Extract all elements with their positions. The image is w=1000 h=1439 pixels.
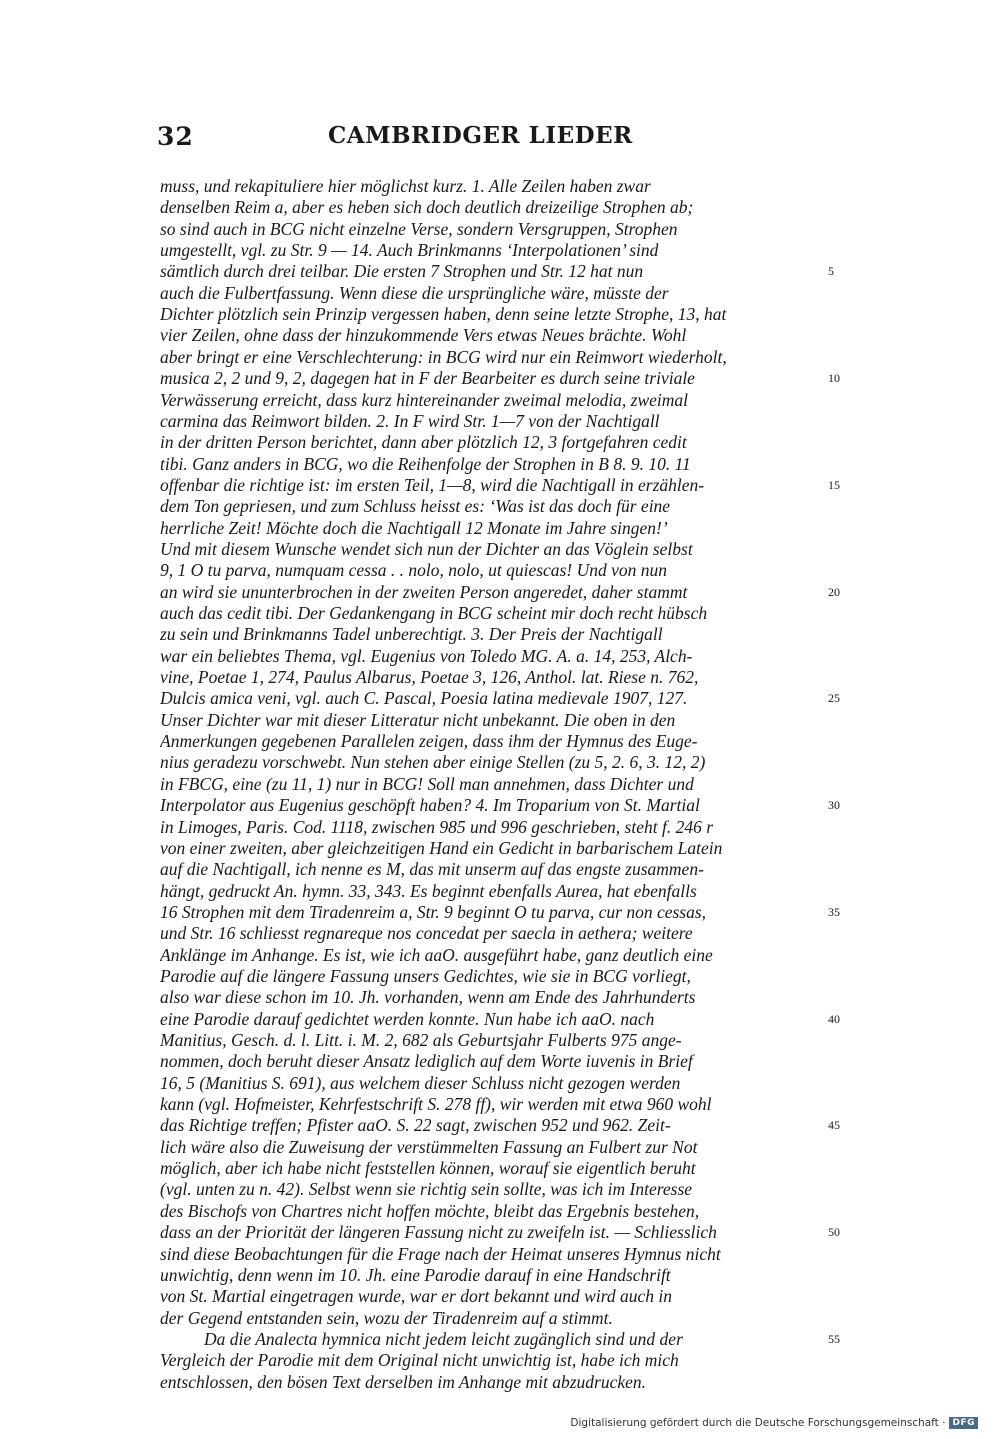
text-line: denselben Reim a, aber es heben sich doch deutlich dreizeilige Strophen ab; [160,197,694,217]
text-line: Dulcis amica veni, vgl. auch C. Pascal, Poesia latina medievale 1907, 127. [160,688,688,708]
text-line: unwichtig, denn wenn im 10. Jh. eine Parodie darauf in eine Handschrift [160,1265,671,1285]
text-line: in FBCG, eine (zu 11, 1) nur in BCG! Soll man annehmen, dass Dichter und [160,774,694,794]
text-line: auch das cedit tibi. Der Gedankengang in BCG scheint mir doch recht hübsch [160,603,708,623]
text-line: sind diese Beobachtungen für die Frage nach der Heimat unseres Hymnus nicht [160,1244,721,1264]
line-number: 15 [828,478,840,492]
text-line: tibi. Ganz anders in BCG, wo die Reihenfolge der Strophen in B 8. 9. 10. 11 [160,454,691,474]
text-line: vine, Poetae 1, 274, Paulus Albarus, Poetae 3, 126, Anthol. lat. Riese n. 762, [160,667,699,687]
text-line: Da die Analecta hymnica nicht jedem leicht zugänglich sind und der [204,1329,683,1349]
text-line: dass an der Priorität der längeren Fassung nicht zu zweifeln ist. — Schliesslich [160,1222,717,1242]
text-line: vier Zeilen, ohne dass der hinzukommende Vers etwas Neues brächte. Wohl [160,325,687,345]
line-number: 20 [828,585,840,599]
line-number: 5 [828,264,834,278]
text-line: (vgl. unten zu n. 42). Selbst wenn sie richtig sein sollte, was ich im Interesse [160,1179,693,1199]
running-head: CAMBRIDGER LIEDER [328,122,633,149]
text-line: in Limoges, Paris. Cod. 1118, zwischen 985 und 996 geschrieben, steht f. 246 r [160,817,714,837]
text-line: also war diese schon im 10. Jh. vorhanden, wenn am Ende des Jahrhunderts [160,987,696,1007]
text-line: möglich, aber ich habe nicht feststellen können, worauf sie eigentlich beruht [160,1158,696,1178]
text-line: Dichter plötzlich sein Prinzip vergessen haben, denn seine letzte Strophe, 13, hat [160,304,727,324]
text-line: Manitius, Gesch. d. l. Litt. i. M. 2, 682 als Geburtsjahr Fulberts 975 ange- [160,1030,682,1050]
text-line: an wird sie ununterbrochen in der zweiten Person angeredet, daher stammt [160,582,688,602]
page-number: 32 [157,122,194,151]
text-line: musica 2, 2 und 9, 2, dagegen hat in F der Bearbeiter es durch seine triviale [160,368,695,388]
text-line: muss, und rekapituliere hier möglichst kurz. 1. Alle Zeilen haben zwar [160,176,651,196]
text-line: Anmerkungen gegebenen Parallelen zeigen, dass ihm der Hymnus des Euge- [160,731,698,751]
text-line: Unser Dichter war mit dieser Litteratur nicht unbekannt. Die oben in den [160,710,676,730]
text-line: Und mit diesem Wunsche wendet sich nun der Dichter an das Vöglein selbst [160,539,693,559]
footer-credit-text: Digitalisierung gefördert durch die Deutsche Forschungsgemeinschaft · [570,1417,946,1429]
text-line: und Str. 16 schliesst regnareque nos concedat per saecla in aethera; weitere [160,923,693,943]
text-line: der Gegend entstanden sein, wozu der Tiradenreim auf a stimmt. [160,1308,613,1328]
text-line: herrliche Zeit! Möchte doch die Nachtigall 12 Monate im Jahre singen!’ [160,518,668,538]
text-line: des Bischofs von Chartres nicht hoffen möchte, bleibt das Ergebnis bestehen, [160,1201,700,1221]
text-line: nius geradezu vorschwebt. Nun stehen aber einige Stellen (zu 5, 2. 6, 3. 12, 2) [160,752,706,772]
text-line: Interpolator aus Eugenius geschöpft haben? 4. Im Troparium von St. Martial [160,795,700,815]
text-line: von einer zweiten, aber gleichzeitigen Hand ein Gedicht in barbarischem Latein [160,838,723,858]
text-line: 16, 5 (Manitius S. 691), aus welchem dieser Schluss nicht gezogen werden [160,1073,681,1093]
text-line: Parodie auf die längere Fassung unsers Gedichtes, wie sie in BCG vorliegt, [160,966,691,986]
text-line: entschlossen, den bösen Text derselben im Anhange mit abzudrucken. [160,1372,647,1392]
text-line: das Richtige treffen; Pfister aaO. S. 22 sagt, zwischen 952 und 962. Zeit- [160,1115,671,1135]
line-number: 45 [828,1118,840,1132]
text-line: umgestellt, vgl. zu Str. 9 — 14. Auch Brinkmanns ‘Interpolationen’ sind [160,240,659,260]
text-line: eine Parodie darauf gedichtet werden konnte. Nun habe ich aaO. nach [160,1009,655,1029]
line-number: 50 [828,1225,840,1239]
line-number: 55 [828,1332,840,1346]
text-line: dem Ton gepriesen, und zum Schluss heisst es: ‘Was ist das doch für eine [160,496,671,516]
line-number: 30 [828,798,840,812]
text-line: nommen, doch beruht dieser Ansatz lediglich auf dem Worte iuvenis in Brief [160,1051,693,1071]
text-line: offenbar die richtige ist: im ersten Teil, 1—8, wird die Nachtigall in erzählen- [160,475,705,495]
text-line: sämtlich durch drei teilbar. Die ersten 7 Strophen und Str. 12 hat nun [160,261,644,281]
text-line: auf die Nachtigall, ich nenne es M, das mit unserm auf das engste zusammen- [160,859,704,879]
footer-credit [570,1417,978,1429]
line-number: 40 [828,1012,840,1026]
text-line: von St. Martial eingetragen wurde, war er dort bekannt und wird auch in [160,1286,672,1306]
text-line: war ein beliebtes Thema, vgl. Eugenius von Toledo MG. A. a. 14, 253, Alch- [160,646,693,666]
line-number: 10 [828,371,840,385]
text-line: Anklänge im Anhange. Es ist, wie ich aaO. ausgeführt habe, ganz deutlich eine [160,945,713,965]
text-line: kann (vgl. Hofmeister, Kehrfestschrift S. 278 ff), wir werden mit etwa 960 wohl [160,1094,712,1114]
text-line: carmina das Reimwort bilden. 2. In F wird Str. 1—7 von der Nachtigall [160,411,660,431]
text-line: auch die Fulbertfassung. Wenn diese die ursprüngliche wäre, müsste der [160,283,669,303]
text-line: in der dritten Person berichtet, dann aber plötzlich 12, 3 fortgefahren cedit [160,432,687,452]
text-line: 16 Strophen mit dem Tiradenreim a, Str. 9 beginnt O tu parva, cur non cessas, [160,902,707,922]
text-line: aber bringt er eine Verschlechterung: in BCG wird nur ein Reimwort wiederholt, [160,347,727,367]
text-line: lich wäre also die Zuweisung der verstümmelten Fassung an Fulbert zur Not [160,1137,698,1157]
text-line: so sind auch in BCG nicht einzelne Verse, sondern Versgruppen, Strophen [160,219,678,239]
text-line: 9, 1 O tu parva, numquam cessa . . nolo, nolo, ut quiescas! Und von nun [160,560,667,580]
line-number: 25 [828,691,840,705]
dfg-logo: DFG [949,1417,978,1429]
text-line: Verwässerung erreicht, dass kurz hintereinander zweimal melodia, zweimal [160,390,689,410]
line-number: 35 [828,905,840,919]
text-line: Vergleich der Parodie mit dem Original nicht unwichtig ist, habe ich mich [160,1350,679,1370]
text-line: hängt, gedruckt An. hymn. 33, 343. Es beginnt ebenfalls Aurea, hat ebenfalls [160,881,697,901]
text-line: zu sein und Brinkmanns Tadel unberechtigt. 3. Der Preis der Nachtigall [160,624,663,644]
